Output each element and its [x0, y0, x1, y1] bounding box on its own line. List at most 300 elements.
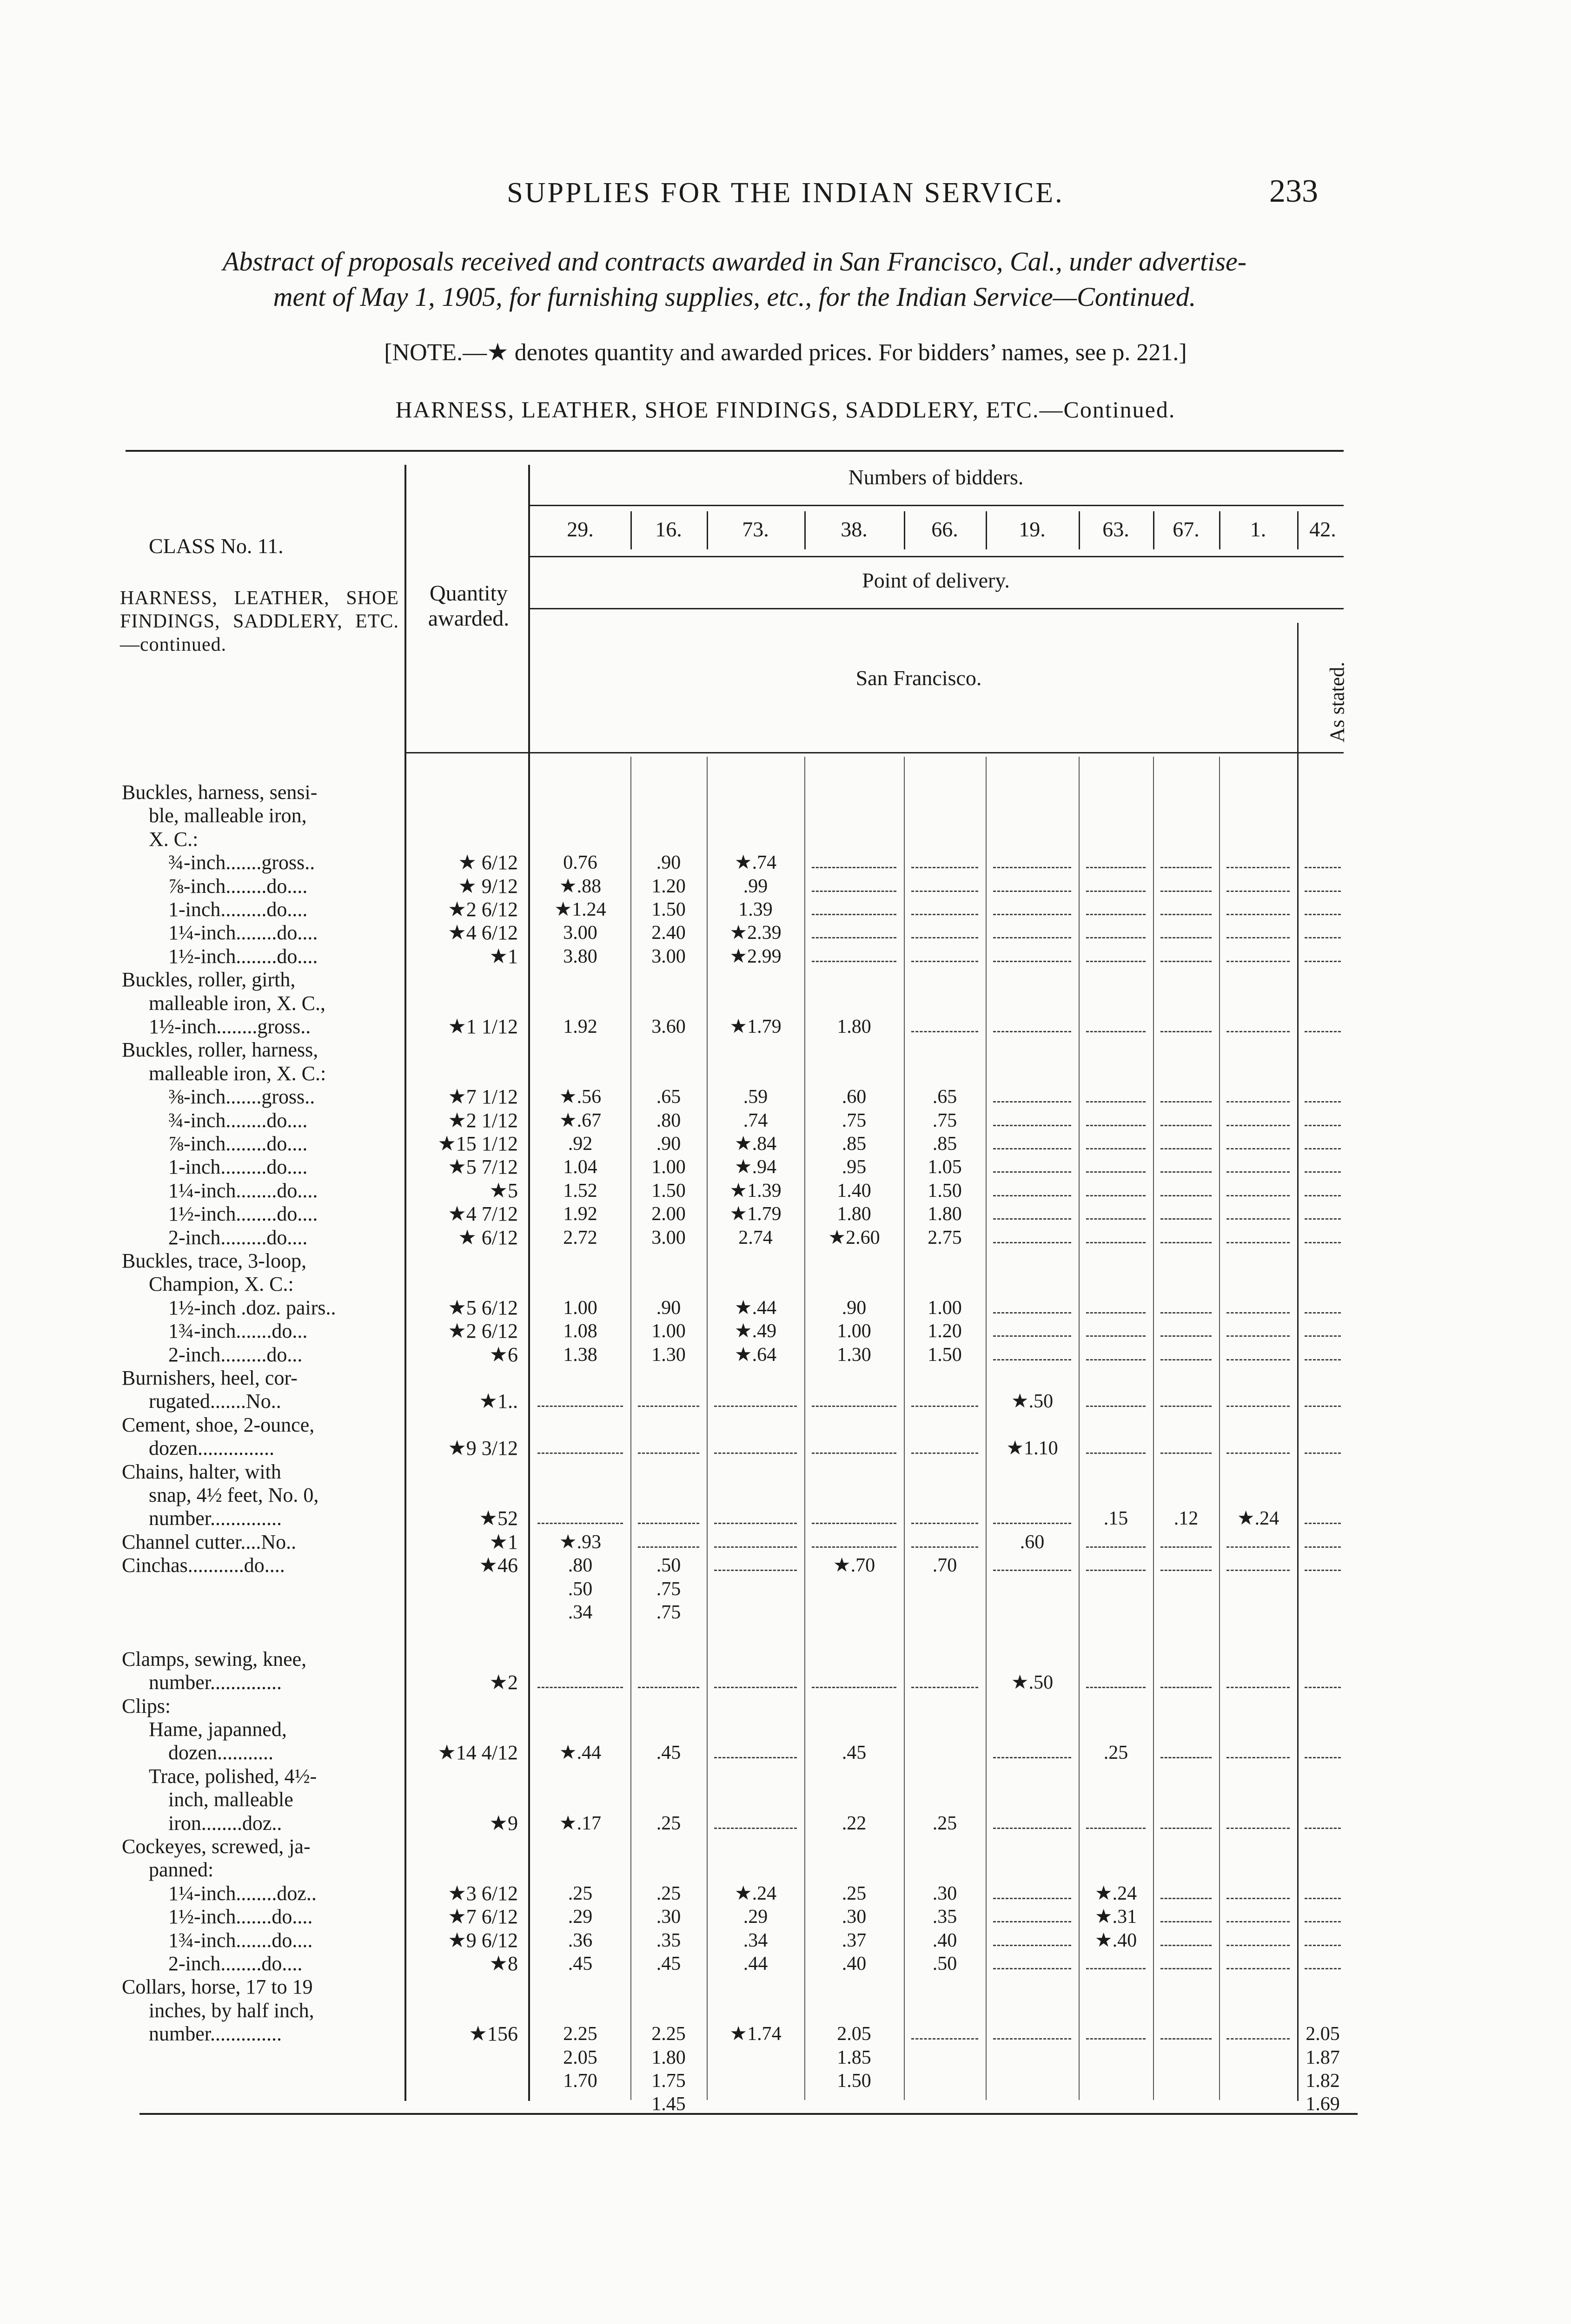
no-bid-dashes [911, 1546, 978, 1548]
no-bid-dashes [1160, 2038, 1212, 2040]
no-bid-dashes [1226, 1687, 1290, 1688]
bidder-number: 66. [931, 517, 958, 541]
bid-price: .37 [842, 1929, 867, 1951]
no-bid-dashes [1160, 1828, 1212, 1829]
bid-price: .30 [842, 1906, 867, 1928]
bidder-number: 1. [1250, 517, 1266, 541]
no-bid-dashes [1086, 891, 1146, 892]
bid-price: 3.80 [563, 945, 597, 967]
bid-price: 2.25 [651, 2023, 686, 2045]
quantity-awarded: ★9 3/12 [448, 1437, 518, 1460]
no-bid-dashes [1226, 891, 1290, 892]
item-description: Champion, X. C.: [149, 1273, 294, 1296]
item-description: panned: [149, 1858, 214, 1882]
item-description: Chains, halter, with [122, 1460, 281, 1483]
no-bid-dashes [1305, 1242, 1341, 1243]
no-bid-dashes [714, 1452, 797, 1454]
quantity-awarded: ★6 [489, 1343, 518, 1366]
bid-price: ★.24 [1237, 1508, 1279, 1530]
column-line [1219, 757, 1220, 2100]
no-bid-dashes [1305, 1335, 1341, 1337]
bid-price: .15 [1103, 1508, 1128, 1530]
item-description: rugated.......No.. [149, 1390, 281, 1413]
no-bid-dashes [1226, 1312, 1290, 1314]
item-description: malleable iron, X. C., [149, 991, 326, 1015]
bid-price: .34 [568, 1602, 593, 1623]
quantity-awarded: ★4 6/12 [448, 921, 518, 944]
quantity-awarded: ★ 6/12 [458, 851, 518, 874]
no-bid-dashes [1160, 937, 1212, 938]
bid-price: ★.17 [559, 1812, 602, 1834]
quantity-awarded: ★7 1/12 [448, 1085, 518, 1109]
bid-price: .75 [656, 1578, 681, 1600]
bid-price: ★1.74 [729, 2023, 782, 2045]
bid-price: 1.50 [837, 2070, 871, 2092]
no-bid-dashes [638, 1406, 699, 1407]
bid-price: ★.50 [1011, 1672, 1054, 1694]
bid-price: .25 [656, 1812, 681, 1834]
no-bid-dashes [1086, 2038, 1146, 2040]
bid-price: 0.76 [563, 852, 597, 874]
quantity-awarded: ★1 [489, 944, 518, 968]
no-bid-dashes [812, 1406, 896, 1407]
no-bid-dashes [993, 1898, 1071, 1899]
no-bid-dashes [1160, 1898, 1212, 1899]
bid-price: ★1.24 [554, 899, 606, 920]
no-bid-dashes [911, 1523, 978, 1524]
no-bid-dashes [1226, 1945, 1290, 1946]
bid-price: 1.20 [928, 1320, 962, 1342]
bid-price: 1.85 [837, 2047, 871, 2068]
bid-price: .45 [656, 1742, 681, 1764]
no-bid-dashes [993, 2038, 1071, 2040]
bid-price: ★.94 [734, 1156, 777, 1178]
no-bid-dashes [993, 1945, 1071, 1946]
item-description: 2-inch.........do.... [168, 1226, 308, 1249]
no-bid-dashes [1086, 1171, 1146, 1173]
bid-price: ★.44 [559, 1742, 602, 1764]
quantity-awarded: ★5 [489, 1179, 518, 1202]
no-bid-dashes [1160, 1968, 1212, 1969]
no-bid-dashes [1086, 1546, 1146, 1548]
no-bid-dashes [1305, 961, 1341, 962]
bid-price: 2.72 [563, 1227, 597, 1248]
bid-price: .45 [842, 1742, 867, 1764]
no-bid-dashes [1226, 1171, 1290, 1173]
no-bid-dashes [537, 1406, 623, 1407]
no-bid-dashes [1226, 1218, 1290, 1220]
section-subtitle: HARNESS, LEATHER, SHOE FINDINGS, SADDLERY, ETC.—Continued. [395, 396, 1176, 423]
no-bid-dashes [993, 1312, 1071, 1314]
as-stated-column-line [1297, 623, 1299, 2101]
item-description: Clamps, sewing, knee, [122, 1647, 307, 1670]
no-bid-dashes [812, 1523, 896, 1524]
delivery-label: Point of delivery. [862, 568, 1010, 592]
bid-price: .29 [743, 1906, 768, 1928]
item-description: Collars, horse, 17 to 19 [122, 1975, 313, 1999]
quantity-awarded: ★5 7/12 [448, 1155, 518, 1179]
bidders-label: Numbers of bidders. [848, 465, 1024, 489]
no-bid-dashes [1086, 1687, 1146, 1688]
bid-price: ★2.39 [729, 922, 782, 944]
bid-price: 2.00 [651, 1203, 686, 1225]
no-bid-dashes [1160, 1757, 1212, 1758]
item-description: dozen........... [168, 1741, 274, 1764]
item-description: Trace, polished, 4½- [149, 1764, 317, 1788]
no-bid-dashes [911, 961, 978, 962]
no-bid-dashes [638, 1546, 699, 1548]
quantity-awarded: ★46 [479, 1554, 518, 1577]
bid-price: .25 [932, 1812, 957, 1834]
no-bid-dashes [911, 1687, 978, 1688]
bid-price: .35 [932, 1906, 957, 1928]
no-bid-dashes [714, 1828, 797, 1829]
bid-price: 1.50 [651, 1180, 686, 1202]
bid-price: .92 [568, 1133, 593, 1155]
bid-price: 3.00 [563, 922, 597, 944]
place-label: San Francisco. [855, 666, 982, 690]
quantity-column-divider [528, 465, 530, 2101]
bid-price: 1.39 [738, 899, 773, 920]
bid-price: 1.92 [563, 1203, 597, 1225]
item-description: 1¾-inch.......do... [168, 1320, 308, 1343]
bid-price: ★.67 [559, 1109, 602, 1131]
no-bid-dashes [1086, 1195, 1146, 1196]
no-bid-dashes [537, 1687, 623, 1688]
abstract-line-1: Abstract of proposals received and contracts awarded in San Francisco, Cal., under advertise- [222, 246, 1247, 277]
no-bid-dashes [1305, 1546, 1341, 1548]
item-description: ⅜-inch.......gross.. [168, 1085, 315, 1109]
bid-price: .80 [568, 1555, 593, 1577]
no-bid-dashes [1305, 914, 1341, 915]
no-bid-dashes [911, 891, 978, 892]
bid-price: 1.00 [651, 1156, 686, 1178]
bid-price: 3.00 [651, 945, 686, 967]
as-stated-text: As stated. [1326, 661, 1349, 742]
no-bid-dashes [911, 1406, 978, 1407]
page-number: 233 [1269, 173, 1318, 209]
no-bid-dashes [1305, 937, 1341, 938]
no-bid-dashes [638, 1523, 699, 1524]
as-stated-label [1309, 641, 1365, 762]
bidder-tick [707, 511, 708, 549]
bid-price: 3.00 [651, 1227, 686, 1248]
class-title: CLASS No. 11. [149, 534, 284, 558]
bid-price: ★.50 [1011, 1391, 1054, 1413]
bidder-tick [1297, 511, 1299, 549]
no-bid-dashes [537, 1523, 623, 1524]
item-description: ¾-inch.......gross.. [168, 851, 315, 874]
item-description: 1-inch.........do.... [168, 898, 308, 921]
no-bid-dashes [1226, 1406, 1290, 1407]
no-bid-dashes [1305, 1148, 1341, 1149]
item-description: ble, malleable iron, [149, 804, 307, 827]
quantity-awarded: ★9 6/12 [448, 1928, 518, 1952]
no-bid-dashes [993, 1921, 1071, 1922]
bid-price: .25 [656, 1882, 681, 1904]
item-description: inch, malleable [168, 1788, 293, 1811]
bid-price: .25 [842, 1882, 867, 1904]
bidder-number: 29. [567, 517, 594, 541]
note: [NOTE.—★ denotes quantity and awarded prices. For bidders’ names, see p. 221.] [384, 339, 1187, 366]
bid-price: .29 [568, 1906, 593, 1928]
no-bid-dashes [993, 1968, 1071, 1969]
item-description: Buckles, harness, sensi- [122, 781, 318, 804]
quantity-header: Quantity awarded. [428, 581, 510, 631]
bid-price: ★.24 [1094, 1882, 1137, 1904]
item-description: number.............. [149, 1507, 282, 1530]
no-bid-dashes [812, 1546, 896, 1548]
item-description: number.............. [149, 1671, 282, 1694]
bid-price: ★.64 [734, 1344, 777, 1366]
bidder-tick [986, 511, 987, 549]
bid-price: ★1.10 [1006, 1438, 1058, 1459]
bid-price: ★.44 [734, 1297, 777, 1319]
no-bid-dashes [911, 937, 978, 938]
no-bid-dashes [1086, 1335, 1146, 1337]
quantity-awarded: ★8 [489, 1952, 518, 1975]
no-bid-dashes [911, 914, 978, 915]
bidder-number: 38. [841, 517, 868, 541]
item-description: inches, by half inch, [149, 1999, 314, 2022]
bid-price: 1.92 [563, 1016, 597, 1037]
no-bid-dashes [993, 1148, 1071, 1149]
quantity-awarded: ★1.. [479, 1390, 518, 1413]
quantity-awarded: ★1 1/12 [448, 1015, 518, 1038]
bid-price: 1.70 [563, 2070, 597, 2092]
item-description: 1¼-inch........doz.. [168, 1882, 317, 1905]
item-description: 2-inch.........do... [168, 1343, 303, 1366]
no-bid-dashes [1160, 867, 1212, 868]
bid-price: 2.25 [563, 2023, 597, 2045]
bid-price: .75 [842, 1109, 867, 1131]
bid-price: .36 [568, 1929, 593, 1951]
quantity-awarded: ★3 6/12 [448, 1882, 518, 1905]
bid-price: ★2.99 [729, 945, 782, 967]
no-bid-dashes [1305, 1359, 1341, 1360]
bid-price: ★.24 [734, 1882, 777, 1904]
bidder-number: 73. [742, 517, 769, 541]
no-bid-dashes [993, 937, 1071, 938]
no-bid-dashes [993, 1125, 1071, 1126]
no-bid-dashes [993, 1101, 1071, 1103]
bidder-number: 63. [1102, 517, 1129, 541]
no-bid-dashes [1086, 1570, 1146, 1571]
item-description: 1-inch.........do.... [168, 1155, 308, 1179]
bid-price: 1.04 [563, 1156, 597, 1178]
bid-price: .25 [568, 1882, 593, 1904]
bid-price: .90 [656, 852, 681, 874]
item-description: malleable iron, X. C.: [149, 1062, 326, 1085]
bid-price: .45 [656, 1953, 681, 1974]
bid-price: .75 [656, 1602, 681, 1623]
item-description: 1½-inch.......do.... [168, 1905, 313, 1928]
bid-price: 1.80 [928, 1203, 962, 1225]
no-bid-dashes [1160, 1125, 1212, 1126]
item-description: 1½-inch........do.... [168, 1202, 318, 1226]
quantity-awarded: ★ 9/12 [458, 874, 518, 898]
bid-price: ★.40 [1094, 1929, 1137, 1951]
no-bid-dashes [993, 1828, 1071, 1829]
bid-price: .45 [568, 1953, 593, 1974]
no-bid-dashes [1086, 1031, 1146, 1032]
no-bid-dashes [1086, 1359, 1146, 1360]
class-column-divider [404, 465, 406, 2101]
bid-price: 1.50 [928, 1344, 962, 1366]
bid-price: .35 [656, 1929, 681, 1951]
bid-price: ★.31 [1094, 1906, 1137, 1928]
item-description: Burnishers, heel, cor- [122, 1367, 298, 1389]
no-bid-dashes [911, 1031, 978, 1032]
no-bid-dashes [1160, 1570, 1212, 1571]
bid-price: .90 [842, 1297, 867, 1319]
bid-price: 1.30 [651, 1344, 686, 1366]
page-title: SUPPLIES FOR THE INDIAN SERVICE. [507, 177, 1064, 209]
no-bid-dashes [1160, 1195, 1212, 1196]
no-bid-dashes [714, 1523, 797, 1524]
no-bid-dashes [1086, 914, 1146, 915]
no-bid-dashes [1160, 1148, 1212, 1149]
bidder-tick [1219, 511, 1220, 549]
bid-price: .95 [842, 1156, 867, 1178]
no-bid-dashes [1160, 1101, 1212, 1103]
bid-price: 2.05 [1306, 2023, 1340, 2045]
no-bid-dashes [1086, 1148, 1146, 1149]
no-bid-dashes [1160, 1218, 1212, 1220]
no-bid-dashes [1086, 1312, 1146, 1314]
quantity-awarded: ★4 7/12 [448, 1202, 518, 1226]
bid-price: ★.84 [734, 1133, 777, 1155]
bid-price: 1.00 [563, 1297, 597, 1319]
no-bid-dashes [812, 961, 896, 962]
no-bid-dashes [1160, 1359, 1212, 1360]
no-bid-dashes [1305, 1452, 1341, 1454]
item-description: Channel cutter....No.. [122, 1530, 297, 1553]
no-bid-dashes [993, 1242, 1071, 1243]
bid-price: .65 [656, 1086, 681, 1108]
no-bid-dashes [1305, 1523, 1341, 1524]
bidder-tick [904, 511, 905, 549]
no-bid-dashes [1160, 961, 1212, 962]
bid-price: .12 [1173, 1508, 1199, 1530]
bid-price: ★.88 [559, 875, 602, 897]
quantity-awarded: ★2 1/12 [448, 1109, 518, 1132]
no-bid-dashes [1305, 1687, 1341, 1688]
no-bid-dashes [1226, 1968, 1290, 1969]
bid-price: 1.20 [651, 875, 686, 897]
no-bid-dashes [1305, 1945, 1341, 1946]
no-bid-dashes [1086, 1101, 1146, 1103]
quantity-awarded: ★5 6/12 [448, 1296, 518, 1319]
no-bid-dashes [1226, 1359, 1290, 1360]
no-bid-dashes [1086, 1125, 1146, 1126]
abstract-line-2: ment of May 1, 1905, for furnishing supplies, etc., for the Indian Service—Continued. [273, 282, 1196, 312]
no-bid-dashes [1305, 1968, 1341, 1969]
bid-price: .50 [656, 1555, 681, 1577]
no-bid-dashes [911, 2038, 978, 2040]
bid-price: ★.49 [734, 1320, 777, 1342]
no-bid-dashes [1160, 1687, 1212, 1688]
bid-price: 1.87 [1306, 2047, 1340, 2068]
no-bid-dashes [1160, 1242, 1212, 1243]
bid-price: 1.52 [563, 1180, 597, 1202]
no-bid-dashes [1160, 1546, 1212, 1548]
no-bid-dashes [812, 1452, 896, 1454]
no-bid-dashes [714, 1546, 797, 1548]
no-bid-dashes [812, 937, 896, 938]
no-bid-dashes [911, 1452, 978, 1454]
quantity-awarded: ★7 6/12 [448, 1905, 518, 1928]
no-bid-dashes [1226, 1570, 1290, 1571]
no-bid-dashes [812, 1687, 896, 1688]
quantity-awarded: ★52 [479, 1507, 518, 1530]
no-bid-dashes [1226, 1101, 1290, 1103]
quantity-awarded: ★2 6/12 [448, 1320, 518, 1343]
bid-price: .30 [932, 1882, 957, 1904]
item-description: 2-inch........do.... [168, 1952, 303, 1975]
item-description: 1½-inch........do.... [168, 944, 318, 968]
no-bid-dashes [1160, 1406, 1212, 1407]
no-bid-dashes [812, 867, 896, 868]
no-bid-dashes [812, 891, 896, 892]
bid-price: 1.82 [1306, 2070, 1340, 2092]
no-bid-dashes [993, 891, 1071, 892]
no-bid-dashes [714, 1570, 797, 1571]
item-description: 1¾-inch.......do.... [168, 1928, 313, 1952]
no-bid-dashes [1086, 937, 1146, 938]
item-description: Clips: [122, 1694, 171, 1717]
no-bid-dashes [1226, 1546, 1290, 1548]
bidder-tick [1079, 511, 1080, 549]
bidder-tick [804, 511, 806, 549]
no-bid-dashes [1305, 1125, 1341, 1126]
no-bid-dashes [993, 1757, 1071, 1758]
no-bid-dashes [1305, 867, 1341, 868]
bidder-tick [630, 511, 632, 549]
bid-price: .85 [842, 1133, 867, 1155]
bidder-number: 42. [1309, 517, 1336, 541]
quantity-awarded: ★14 4/12 [437, 1741, 518, 1764]
no-bid-dashes [1305, 1828, 1341, 1829]
no-bid-dashes [1305, 1171, 1341, 1173]
bid-price: .50 [932, 1953, 957, 1974]
bid-price: .85 [932, 1133, 957, 1155]
item-description: ⅞-inch........do.... [168, 1132, 308, 1155]
bid-price: .44 [743, 1953, 768, 1974]
bid-price: 1.80 [651, 2047, 686, 2068]
bid-price: .22 [842, 1812, 867, 1834]
no-bid-dashes [993, 961, 1071, 962]
bid-price: 1.05 [928, 1156, 962, 1178]
item-description: Cement, shoe, 2-ounce, [122, 1413, 315, 1436]
bid-price: .74 [743, 1109, 768, 1131]
no-bid-dashes [537, 1452, 623, 1454]
no-bid-dashes [993, 867, 1071, 868]
no-bid-dashes [1305, 891, 1341, 892]
bid-price: ★2.60 [828, 1227, 880, 1248]
bid-price: 1.30 [837, 1344, 871, 1366]
quantity-awarded: ★2 6/12 [448, 898, 518, 921]
bid-price: .40 [932, 1929, 957, 1951]
item-description: Buckles, roller, girth, [122, 968, 296, 991]
item-description: ⅞-inch........do.... [168, 874, 308, 898]
bid-price: ★1.79 [729, 1203, 782, 1225]
no-bid-dashes [1160, 891, 1212, 892]
no-bid-dashes [1086, 1406, 1146, 1407]
no-bid-dashes [1086, 1452, 1146, 1454]
bid-price: .59 [743, 1086, 768, 1108]
no-bid-dashes [993, 1359, 1071, 1360]
